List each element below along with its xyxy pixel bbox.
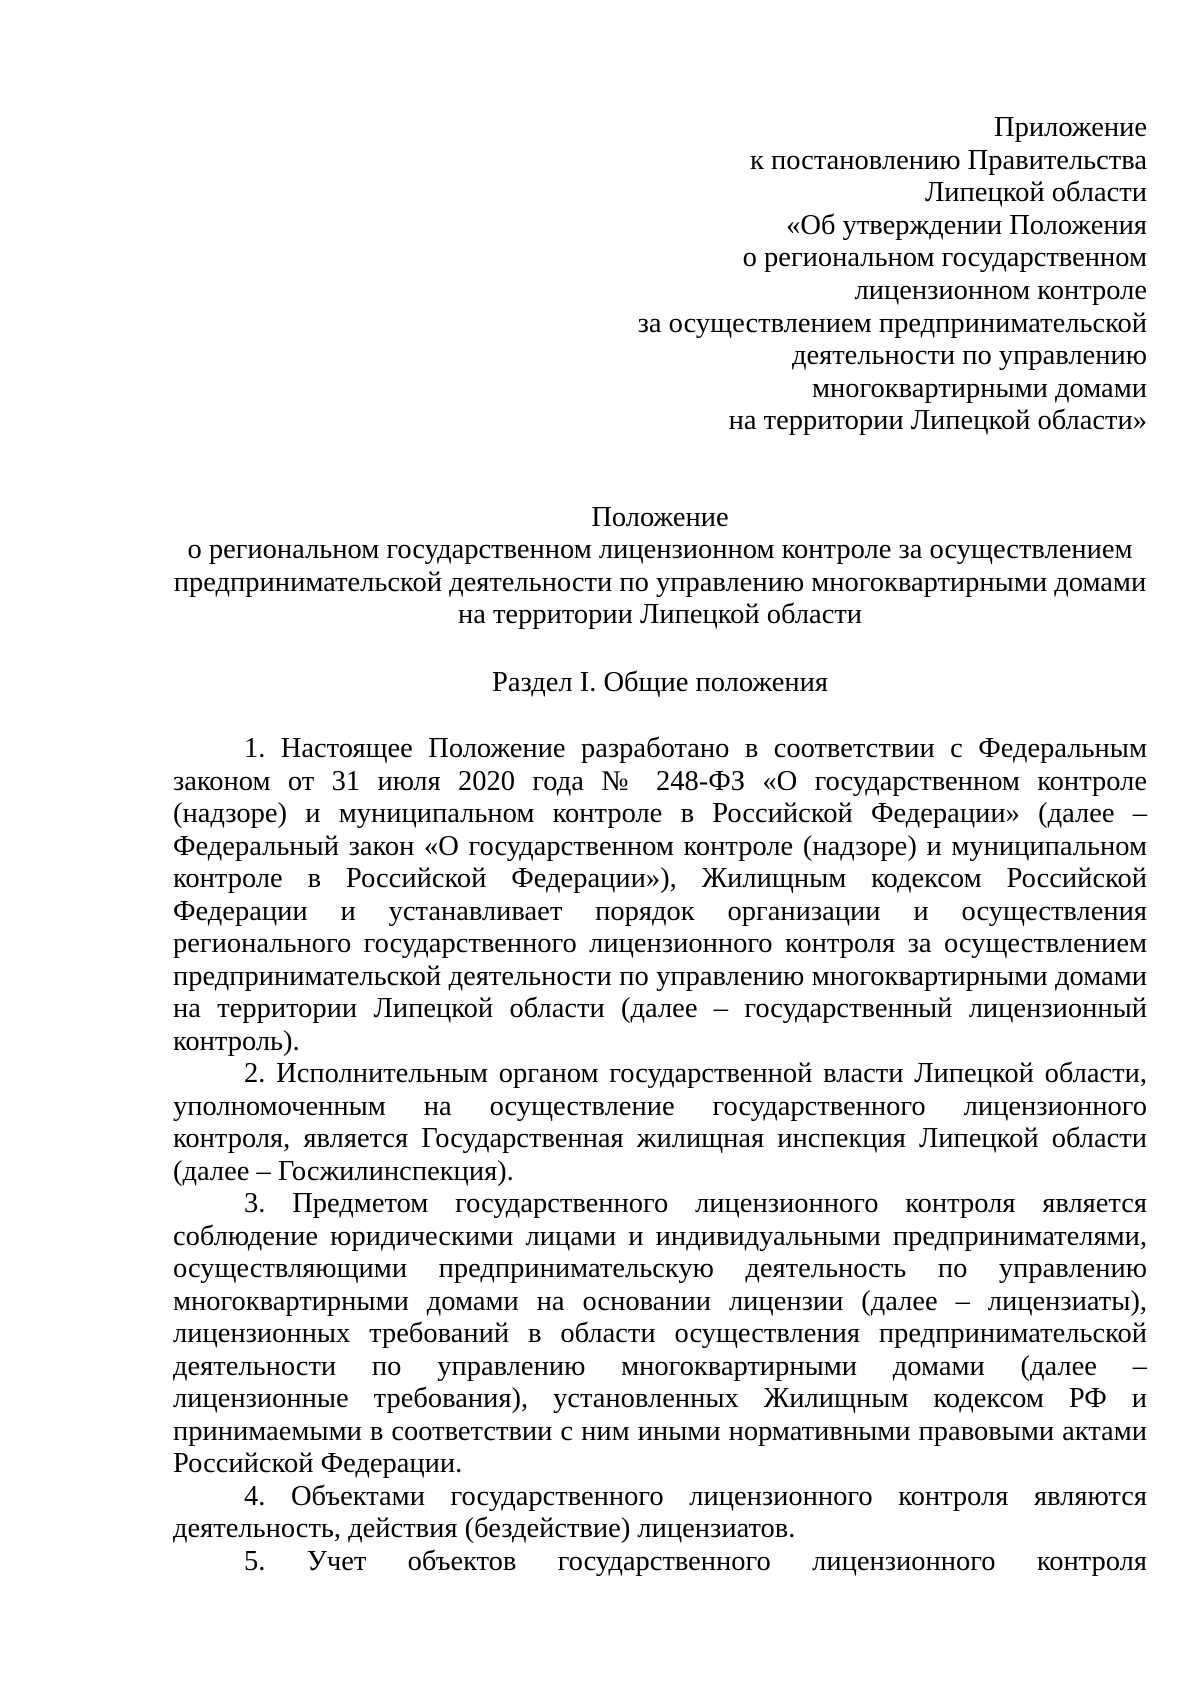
section-heading: Раздел I. Общие положения (491, 666, 828, 698)
document-title (173, 502, 1147, 632)
annex-line: к постановлению Правительства (749, 144, 1147, 176)
title-line: на территории Липецкой области (457, 599, 863, 631)
clause-5: 5. Учет объектов государственного лицензионного контроля (244, 1545, 1147, 1577)
clause-list (173, 733, 1147, 1578)
title-line: о региональном государственном лицензионном контроле за осуществлением (187, 534, 1133, 566)
clause-4: 4. Объектами государственного лицензионного контроля являются деятельность, действия (бездействие) лицензиатов. (173, 1480, 1147, 1545)
title-line: Положение (591, 501, 729, 533)
clause-3: 3. Предметом государственного лицензионного контроля является соблюдение юридическими лицами и индивидуальными предпринимателями, осуществляющими предпринимательскую деятельность по управлению многоквартирными домами на основании лицензии (далее – лицензиаты), лицензионных требований в области осуществления предпринимательской деятельности по управлению многоквартирными домами (далее – лицензионные требования), установленных Жилищным кодексом РФ и принимаемыми в соответствии с ним иными нормативными правовыми актами Российской Федерации. (173, 1188, 1147, 1480)
document-page (173, 112, 1147, 1578)
annex-block (173, 112, 1147, 438)
annex-line: многоквартирными домами (812, 372, 1147, 404)
annex-line: деятельности по управлению (791, 340, 1147, 372)
annex-line: Приложение (994, 112, 1147, 143)
annex-line: Липецкой области (924, 177, 1147, 209)
annex-line: «Об утверждении Положения (786, 209, 1147, 241)
clause-2: 2. Исполнительным органом государственной власти Липецкой области, уполномоченным на осуществление государственного лицензионного контроля, является Государственная жилищная инспекция Липецкой области (далее – Госжилинспекция). (173, 1058, 1147, 1187)
annex-line: о региональном государственном (742, 242, 1147, 274)
annex-line: лицензионном контроле (854, 274, 1147, 306)
clause-1: 1. Настоящее Положение разработано в соответствии с Федеральным законом от 31 июля 2020 года № 248-ФЗ «О государственном контроле (надзоре) и муниципальном контроле в Российской Федерации» (далее – Федеральный закон «О государственном контроле (надзоре) и муниципальном контроле в Российской Федерации»), Жилищным кодексом Российской Федерации и устанавливает порядок организации и осуществления регионального государственного лицензионного контроля за осуществлением предпринимательской деятельности по управлению многоквартирными домами на территории Липецкой области (далее – государственный лицензионный контроль). (173, 733, 1147, 1057)
annex-line: за осуществлением предпринимательской (637, 307, 1147, 339)
annex-line: на территории Липецкой области» (728, 405, 1147, 437)
title-line: предпринимательской деятельности по управлению многоквартирными домами (173, 566, 1147, 598)
